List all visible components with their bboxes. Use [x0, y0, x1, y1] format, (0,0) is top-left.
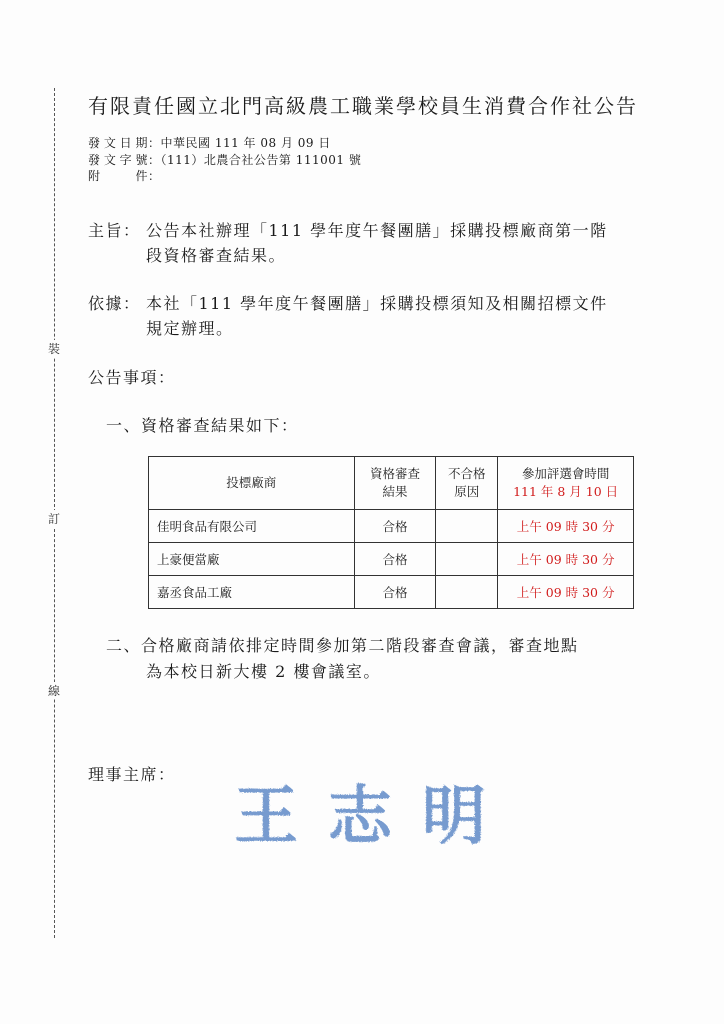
- attachment-label: 附件: [88, 169, 148, 183]
- table-header-row: [149, 457, 634, 510]
- table-row: [149, 576, 634, 609]
- reference-number-label: 發文字號: [88, 153, 148, 167]
- issue-date-label: 發文日期: [88, 136, 148, 150]
- time-cell: 上午 09 時 30 分: [498, 543, 634, 576]
- reason-cell: [436, 576, 498, 609]
- time-cell: 上午 09 時 30 分: [498, 510, 634, 543]
- binding-mark-zhuang: 裝: [44, 340, 64, 357]
- reason-cell: [436, 510, 498, 543]
- subject-label: 主旨：: [88, 221, 141, 240]
- header-time-line-2: 111 年 8 月 10 日: [513, 484, 619, 499]
- basis-label: 依據：: [88, 294, 141, 313]
- item-one: 一、資格審查結果如下：: [106, 416, 299, 435]
- header-result: [354, 457, 436, 510]
- signature-stamp: [225, 770, 525, 860]
- time-cell: 上午 09 時 30 分: [498, 576, 634, 609]
- binding-mark-ding: 訂: [44, 510, 64, 527]
- result-cell: 合格: [354, 543, 436, 576]
- header-vendor: 投標廠商: [149, 457, 355, 510]
- document-title: 有限責任國立北門高級農工職業學校員生消費合作社公告: [88, 94, 638, 118]
- reference-number-row: 發文字號：（111）北農合社公告第 111001 號: [88, 153, 362, 167]
- header-result-line-2: 結果: [382, 484, 408, 499]
- subject-line-1: 公告本社辦理「111 學年度午餐團膳」採購投標廠商第一階: [146, 221, 608, 240]
- item-two-line-2: 為本校日新大樓 2 樓會議室。: [146, 662, 381, 681]
- table-row: [149, 543, 634, 576]
- reference-number-value: （111）北農合社公告第 111001 號: [160, 153, 362, 167]
- item-two-line-1: 二、合格廠商請依排定時間參加第二階段審查會議，審查地點: [106, 636, 579, 655]
- issue-date-value: 中華民國 111 年 08 月 09 日: [160, 136, 331, 150]
- vendor-cell: 上豪便當廠: [149, 543, 355, 576]
- notice-heading: 公告事項：: [88, 368, 176, 387]
- header-reason: [436, 457, 498, 510]
- issue-date-row: 發文日期：中華民國 111 年 08 月 09 日: [88, 136, 331, 150]
- basis-line-1: 本社「111 學年度午餐團膳」採購投標須知及相關招標文件: [146, 294, 608, 313]
- header-time-line-1: 參加評選會時間: [521, 466, 610, 481]
- result-cell: 合格: [354, 510, 436, 543]
- attachment-row: 附件：: [88, 169, 161, 183]
- signature-text: 王志明: [234, 779, 516, 854]
- reason-cell: [436, 543, 498, 576]
- result-table: [148, 456, 634, 609]
- subject-line-2: 段資格審查結果。: [146, 246, 287, 265]
- header-reason-line-1: 不合格: [448, 466, 486, 481]
- header-time: [498, 457, 634, 510]
- table-row: [149, 510, 634, 543]
- vendor-cell: 嘉丞食品工廠: [149, 576, 355, 609]
- vendor-cell: 佳明食品有限公司: [149, 510, 355, 543]
- result-cell: 合格: [354, 576, 436, 609]
- basis-line-2: 規定辦理。: [146, 319, 234, 338]
- chairperson-label: 理事主席：: [88, 765, 176, 784]
- header-reason-line-2: 原因: [454, 484, 480, 499]
- binding-mark-xian: 線: [44, 682, 64, 699]
- header-result-line-1: 資格審查: [369, 466, 420, 481]
